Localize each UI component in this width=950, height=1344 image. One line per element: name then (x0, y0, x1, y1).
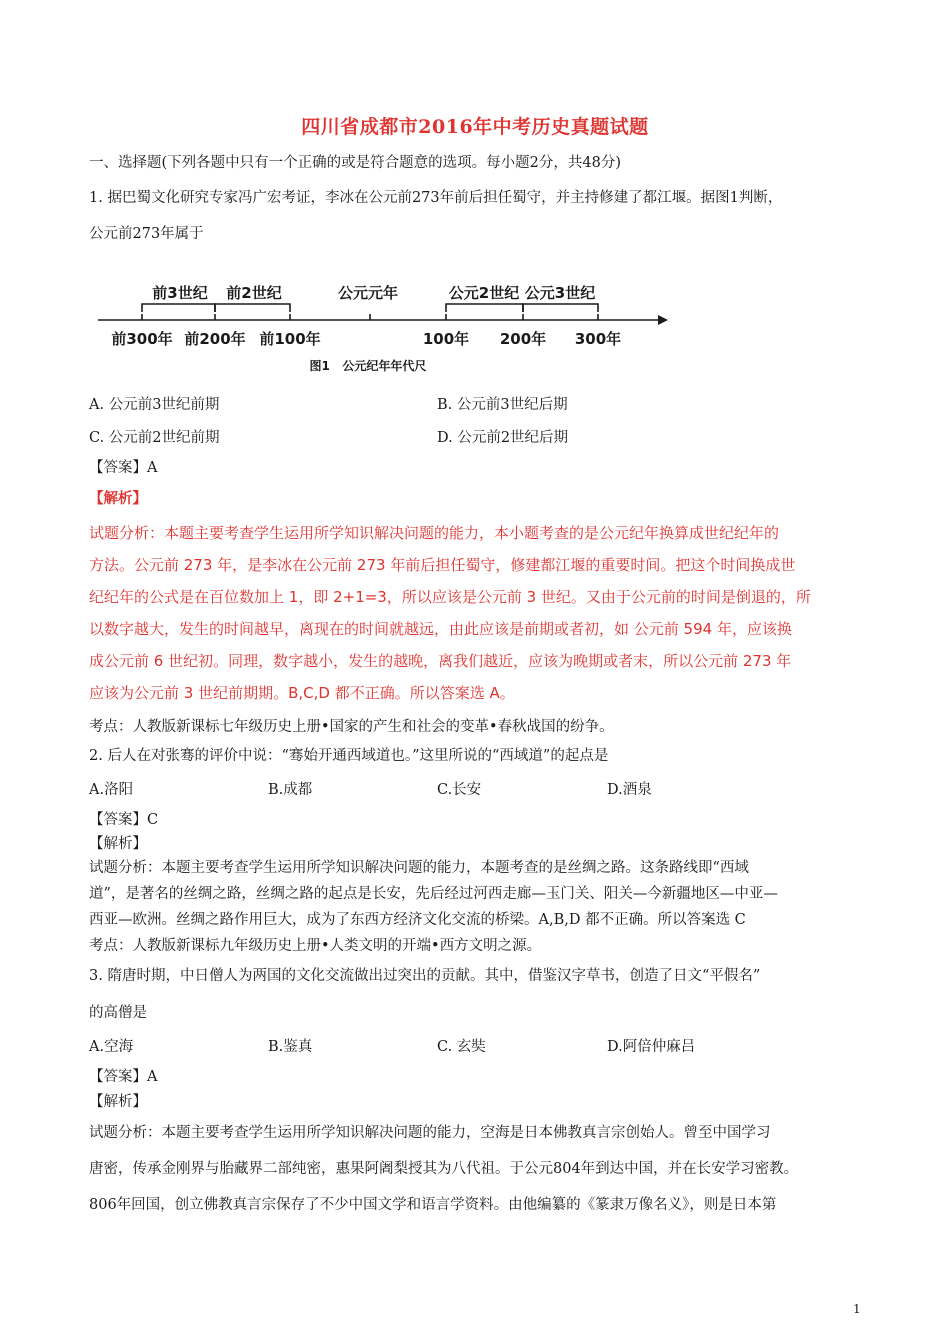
q1-option-c: C. 公元前2世纪前期 (89, 430, 220, 446)
q2-answer: 【答案】C (89, 812, 159, 828)
figure-caption: 图1 公元纪年年代尺 (309, 359, 427, 373)
tl-label-year-1: 公元元年 (337, 284, 399, 302)
q3-option-a: A.空海 (89, 1039, 134, 1055)
q1-analysis-line: 应该为公元前 3 世纪前期期。B,C,D 都不正确。所以答案选 A。 (89, 684, 515, 702)
q1-option-a: A. 公元前3世纪前期 (89, 397, 220, 413)
tl-label-3rd-bc: 前3世纪 (152, 284, 208, 302)
q2-option-c: C.长安 (437, 782, 482, 798)
tl-year-200bc: 前200年 (184, 330, 246, 348)
tl-label-2nd-bc: 前2世纪 (226, 284, 282, 302)
q1-kaodian: 考点：人教版新课标七年级历史上册•国家的产生和社会的变革•春秋战国的纷争。 (89, 719, 614, 735)
q1-analysis-line: 以数字越大，发生的时间越早，离现在的时间就越远，由此应该是前期或者初，如 公元前 594 年，应该换 (89, 620, 792, 638)
q1-option-b: B. 公元前3世纪后期 (437, 397, 568, 413)
q1-stem-line2: 公元前273年属于 (89, 226, 204, 242)
q3-option-d: D.阿倍仲麻吕 (607, 1039, 696, 1055)
q1-analysis-line: 成公元前 6 世纪初。同理，数字越小，发生的越晚，离我们越近，应该为晚期或者末，所以公元前 273 年 (89, 652, 792, 670)
q3-stem-line1: 3. 隋唐时期，中日僧人为两国的文化交流做出过突出的贡献。其中，借鉴汉字草书，创造了日文“平假名” (89, 968, 761, 984)
q1-analysis-line: 试题分析：本题主要考查学生运用所学知识解决问题的能力，本小题考查的是公元纪年换算成世纪纪年的 (89, 524, 780, 542)
q3-stem-line2: 的高僧是 (89, 1005, 147, 1021)
q2-analysis-heading: 【解析】 (89, 836, 147, 852)
tl-label-3rd-ad: 公元3世纪 (524, 284, 596, 302)
tl-label-2nd-ad: 公元2世纪 (448, 284, 520, 302)
q1-answer: 【答案】A (89, 460, 158, 476)
tl-year-100ad: 100年 (422, 330, 470, 348)
q3-analysis-line: 试题分析：本题主要考查学生运用所学知识解决问题的能力，空海是日本佛教真言宗创始人。曾至中国学习 (89, 1125, 771, 1141)
q2-analysis-line: 西亚—欧洲。丝绸之路作用巨大，成为了东西方经济文化交流的桥梁。A,B,D 都不正确。所以答案选 C (89, 912, 746, 928)
q1-analysis-line: 方法。公元前 273 年，是李冰在公元前 273 年前后担任蜀守，修建都江堰的重要时间。把这个时间换成世 (89, 556, 796, 574)
tl-year-200ad: 200年 (499, 330, 547, 348)
q2-analysis-line: 道”，是著名的丝绸之路，丝绸之路的起点是长安，先后经过河西走廊—玉门关、阳关—今新疆地区—中亚— (89, 886, 778, 902)
q3-answer: 【答案】A (89, 1069, 158, 1085)
tl-year-300bc: 前300年 (111, 330, 173, 348)
q2-option-b: B.成都 (268, 782, 313, 798)
q2-stem: 2. 后人在对张骞的评价中说：“骞始开通西域道也。”这里所说的“西域道”的起点是 (89, 748, 609, 764)
q3-analysis-line: 806年回国，创立佛教真言宗保存了不少中国文学和语言学资料。由他编纂的《篆隶万像名义》，则是日本第 (89, 1197, 777, 1213)
q3-option-b: B.鉴真 (268, 1039, 313, 1055)
q3-analysis-heading: 【解析】 (89, 1094, 147, 1110)
page-number: 1 (853, 1302, 861, 1316)
tl-year-100bc: 前100年 (259, 330, 321, 348)
q1-stem-line1: 1. 据巴蜀文化研究专家冯广宏考证，李冰在公元前273年前后担任蜀守，并主持修建了都江堰。据图1判断， (89, 190, 783, 206)
q3-option-c: C. 玄奘 (437, 1039, 486, 1055)
q2-analysis-line: 试题分析：本题主要考查学生运用所学知识解决问题的能力，本题考查的是丝绸之路。这条路线即“西域 (89, 860, 749, 876)
tl-year-300ad: 300年 (574, 330, 622, 348)
page-title: 四川省成都市2016年中考历史真题试题 (301, 116, 649, 138)
q2-option-d: D.酒泉 (607, 782, 652, 798)
q3-analysis-line: 唐密，传承金刚界与胎藏界二部纯密，惠果阿阇梨授其为八代祖。于公元804年到达中国，并在长安学习密教。 (89, 1161, 799, 1177)
q1-analysis-line: 纪纪年的公式是在百位数加上 1，即 2+1=3，所以应该是公元前 3 世纪。又由于公元前的时间是倒退的，所 (89, 588, 811, 606)
section-heading: 一、选择题(下列各题中只有一个正确的或是符合题意的选项。每小题2分，共48分) (89, 155, 621, 171)
timeline-figure (90, 278, 680, 378)
q2-option-a: A.洛阳 (89, 782, 134, 798)
q2-kaodian: 考点：人教版新课标九年级历史上册•人类文明的开端•西方文明之源。 (89, 938, 542, 954)
q1-analysis-heading: 【解析】 (89, 490, 147, 507)
q1-option-d: D. 公元前2世纪后期 (437, 430, 569, 446)
